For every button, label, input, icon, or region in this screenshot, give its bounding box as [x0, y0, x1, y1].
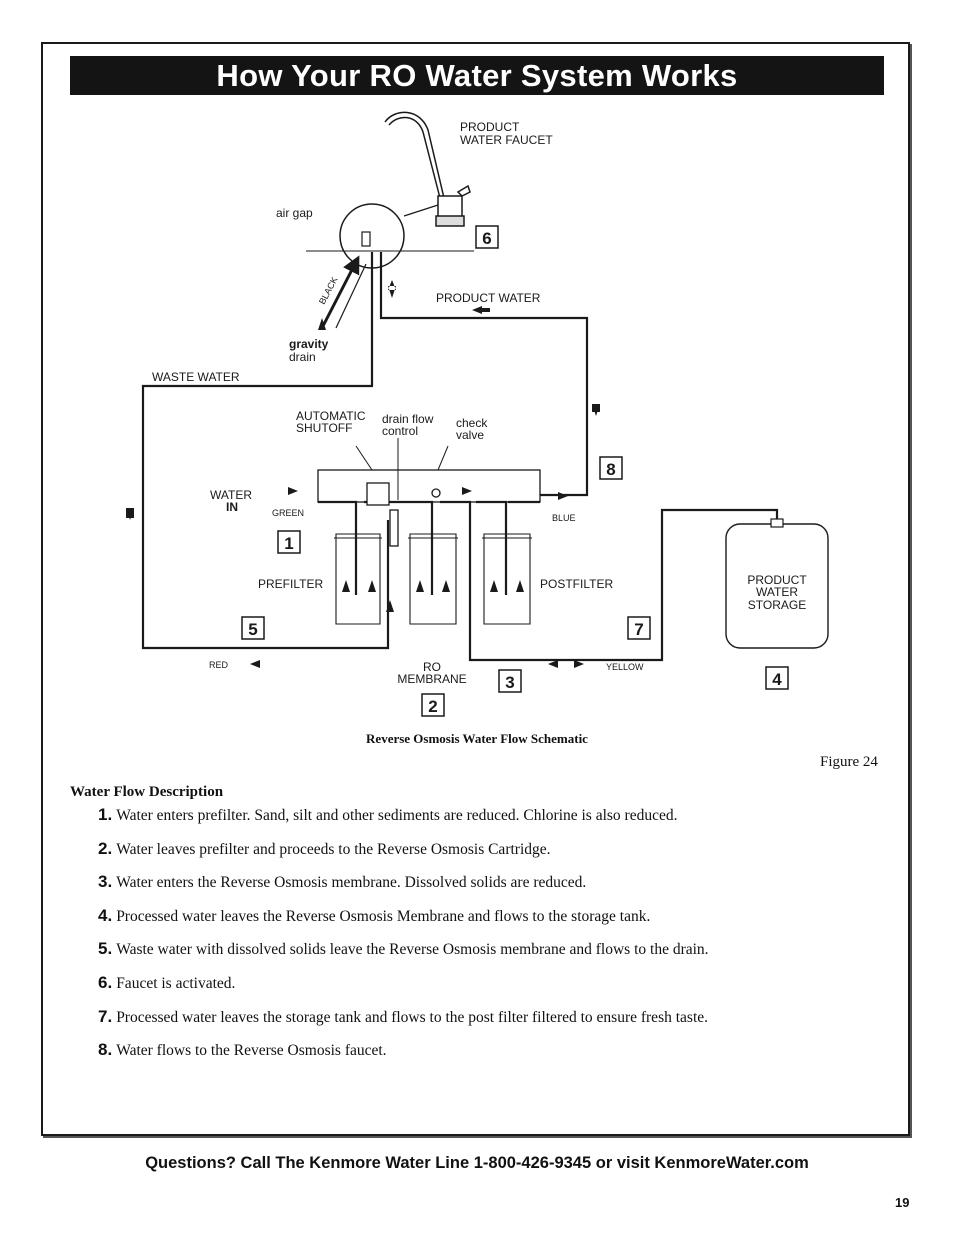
callout-8: 8: [606, 460, 616, 479]
page-title: How Your RO Water System Works: [70, 56, 884, 95]
figure-label: Figure 24: [820, 754, 878, 770]
callout-3: 3: [505, 673, 515, 692]
svg-text:drain: drain: [289, 350, 316, 364]
diagram-caption: Reverse Osmosis Water Flow Schematic: [366, 731, 588, 746]
prefilter-label: PREFILTER: [258, 577, 324, 591]
page-number: 19: [895, 1195, 910, 1210]
step-item: 2. Water leaves prefilter and proceeds to the Reverse Osmosis Cartridge.: [98, 838, 551, 858]
green-tube-label: GREEN: [272, 508, 305, 518]
footer-contact: Questions? Call The Kenmore Water Line 1-800-426-9345 or visit KenmoreWater.com: [145, 1154, 809, 1172]
step-item: 6. Faucet is activated.: [98, 972, 236, 992]
waste-water-label: WASTE WATER: [152, 370, 240, 384]
water-in-label: WATER: [210, 488, 252, 502]
air-gap-label: air gap: [276, 206, 313, 220]
callout-5: 5: [248, 620, 258, 639]
faucet-label: PRODUCT: [460, 120, 520, 134]
step-item: 4. Processed water leaves the Reverse Osmosis Membrane and flows to the storage tank.: [98, 905, 651, 925]
description-title: Water Flow Description: [70, 784, 224, 800]
postfilter-label: POSTFILTER: [540, 577, 614, 591]
black-tube-label: BLACK: [316, 275, 340, 306]
drain-flow-label: drain flow: [382, 412, 434, 426]
svg-text:MEMBRANE: MEMBRANE: [397, 672, 467, 686]
flow-steps-list: [98, 805, 898, 1074]
step-item: 7. Processed water leaves the storage tank and flows to the post filter filtered to ensure fresh taste.: [98, 1006, 709, 1026]
svg-text:WATER: WATER: [756, 585, 798, 599]
ro-membrane-label: RO: [423, 660, 441, 674]
manifold: [318, 470, 540, 502]
blue-tube-label: BLUE: [552, 513, 576, 523]
svg-text:SHUTOFF: SHUTOFF: [296, 421, 353, 435]
step-item: 3. Water enters the Reverse Osmosis membrane. Dissolved solids are reduced.: [98, 872, 587, 892]
yellow-tube-label: YELLOW: [606, 662, 644, 672]
svg-text:valve: valve: [456, 428, 485, 442]
auto-shutoff-label: AUTOMATIC: [296, 409, 366, 423]
callout-1: 1: [284, 534, 294, 553]
svg-text:control: control: [382, 424, 419, 438]
svg-text:IN: IN: [226, 500, 238, 514]
callout-6: 6: [482, 229, 492, 248]
step-item: 1. Water enters prefilter. Sand, silt and other sediments are reduced. Chlorine is also reduced.: [98, 805, 678, 824]
callout-4: 4: [772, 670, 782, 689]
product-water-label: PRODUCT WATER: [436, 291, 541, 305]
step-item: 8. Water flows to the Reverse Osmosis faucet.: [98, 1040, 387, 1060]
callout-7: 7: [634, 620, 644, 639]
gravity-label: gravity: [289, 337, 329, 351]
storage-label: PRODUCT: [747, 573, 807, 587]
svg-text:STORAGE: STORAGE: [747, 598, 807, 612]
red-tube-label: RED: [209, 660, 229, 670]
callout-2: 2: [428, 697, 438, 716]
check-valve-label: check: [456, 416, 488, 430]
svg-text:WATER FAUCET: WATER FAUCET: [460, 133, 553, 147]
step-item: 5. Waste water with dissolved solids leave the Reverse Osmosis membrane and flows to the drain.: [98, 939, 709, 959]
